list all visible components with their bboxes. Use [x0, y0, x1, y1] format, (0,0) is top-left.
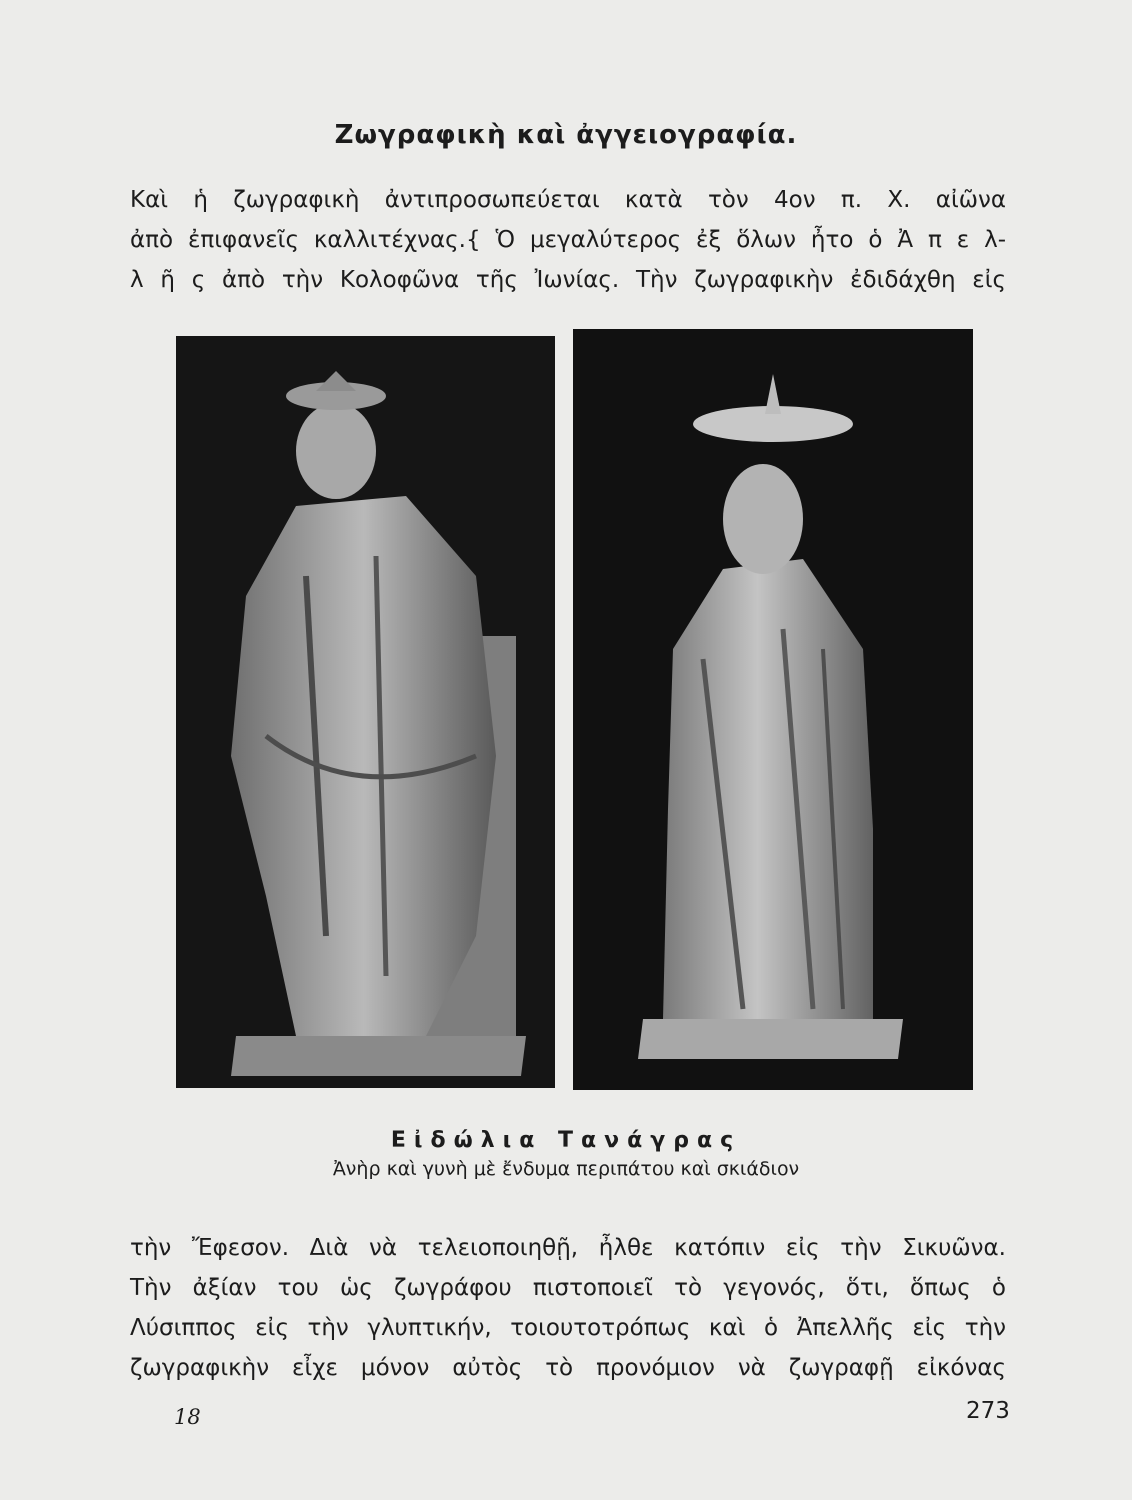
page-number: 273 [966, 1398, 1010, 1424]
page-title: Ζωγραφικὴ καὶ ἀγγειογραφία. [334, 120, 798, 150]
figure-caption-subtitle: Ἀνὴρ καὶ γυνὴ μὲ ἔνδυμα περιπάτου καὶ σκιάδιον [332, 1158, 800, 1180]
female-figurine-drawing [573, 329, 973, 1090]
body-line-3: Λύσιππος εἰς τὴν γλυπτικήν, τοιουτοτρόπως καὶ ὁ Ἀπελλῆς εἰς τὴν [130, 1315, 1006, 1341]
body-line-1: τὴν Ἔφεσον. Διὰ νὰ τελειοποιηθῇ, ἦλθε κατόπιν εἰς τὴν Σικυῶνα. [130, 1235, 1006, 1261]
signature-number: 18 [174, 1405, 201, 1429]
intro-line-1: Καὶ ἡ ζωγραφικὴ ἀντιπροσωπεύεται κατὰ τὸν 4ον π. Χ. αἰῶνα [130, 187, 1006, 213]
photo-male-figurine [176, 336, 555, 1088]
body-line-4: ζωγραφικὴν εἶχε μόνον αὐτὸς τὸ προνόμιον νὰ ζωγραφῇ εἰκόνας [130, 1355, 1006, 1381]
figure-caption-title: Εἰδώλια Τανάγρας [390, 1128, 742, 1153]
body-line-2: Τὴν ἀξίαν του ὡς ζωγράφου πιστοποιεῖ τὸ γεγονός, ὅτι, ὅπως ὁ [130, 1275, 1006, 1301]
intro-line-2: ἀπὸ ἐπιφανεῖς καλλιτέχνας.{ Ὁ μεγαλύτερος ἐξ ὅλων ἦτο ὁ Ἀ π ε λ- [130, 227, 1006, 253]
male-figurine-drawing [176, 336, 555, 1088]
photo-female-figurine [573, 329, 973, 1090]
body-paragraph [130, 1228, 1006, 1388]
intro-line-3: λ ῆ ς ἀπὸ τὴν Κολοφῶνα τῆς Ἰωνίας. Τὴν ζωγραφικὴν ἐδιδάχθη εἰς [130, 267, 1006, 293]
intro-paragraph [130, 180, 1006, 300]
